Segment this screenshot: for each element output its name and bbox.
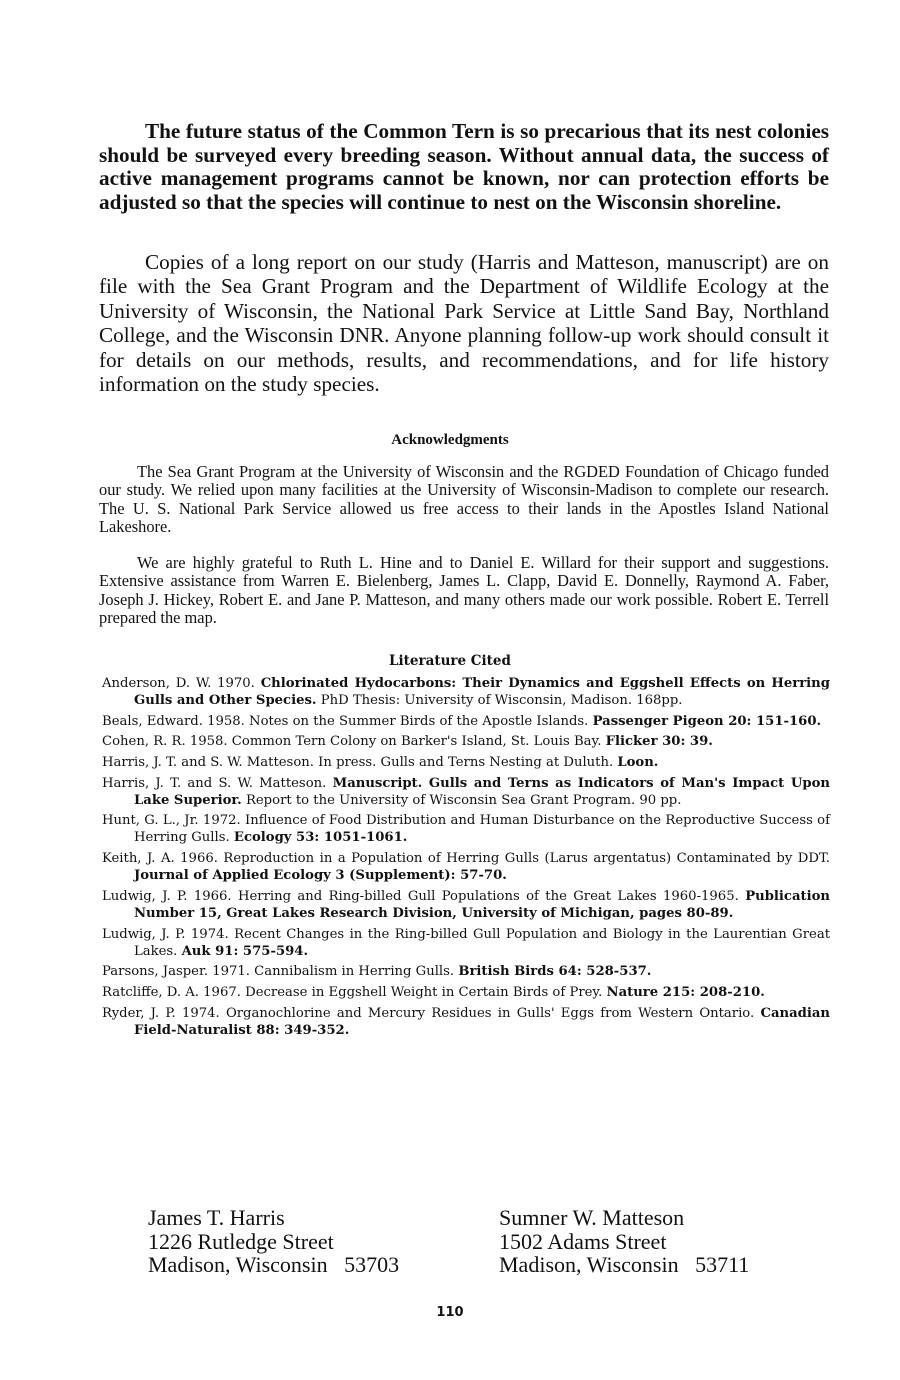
acknowledgments-paragraph-1: The Sea Grant Program at the University of Wisconsin and the RGDED Foundation of Chicago funded our study. We relied upon many facilities at the University of Wisconsin-Madison to complete our research. The U. S. National Park Service allowed us free access to their lands in the Apostles Island National Lakeshore. xyxy=(99,462,829,537)
reference-title: Chlorinated Hydocarbons: Their Dynamics and Eggshell Effects on Herring Gulls and Other Species. xyxy=(134,676,830,708)
reference-title: In press. Gulls and Terns Nesting at Duluth. xyxy=(318,755,614,771)
reference-title: Notes on the Summer Birds of the Apostle Islands. xyxy=(249,713,589,729)
reference-author: Harris, J. T. and S. W. Matteson. xyxy=(102,775,327,791)
reference-title: Manuscript. Gulls and Terns as Indicators of Man's Impact Upon Lake Superior. xyxy=(134,775,830,808)
reference-source: Flicker 30: 39. xyxy=(605,734,713,750)
reference-author: Anderson, D. W. 1970. xyxy=(102,676,255,691)
page-number: 110 xyxy=(436,1305,464,1320)
reference-item xyxy=(102,850,830,884)
reference-title: Decrease in Eggshell Weight in Certain Birds of Prey. xyxy=(245,984,603,1000)
acknowledgments-heading: Acknowledgments xyxy=(391,432,509,448)
author-street: 1502 Adams Street xyxy=(499,1228,667,1254)
reference-source: Nature 215: 208-210. xyxy=(606,984,765,1000)
reference-item xyxy=(102,984,830,1001)
author-address-harris xyxy=(148,1206,399,1277)
reference-title: Organochlorine and Mercury Residues in Gulls' Eggs from Western Ontario. xyxy=(225,1005,755,1021)
reference-item xyxy=(102,754,830,771)
reference-source: Ecology 53: 1051-1061. xyxy=(233,830,408,846)
reference-item xyxy=(102,888,830,922)
reference-source: Canadian Field-Naturalist 88: 349-352. xyxy=(134,1005,830,1038)
reference-item xyxy=(102,926,830,960)
reference-source: Journal of Applied Ecology 3 (Supplement): 57-70. xyxy=(134,868,507,884)
reference-source: British Birds 64: 528-537. xyxy=(458,964,652,980)
reference-item xyxy=(102,963,830,980)
reference-source: PhD Thesis: University of Wisconsin, Madison. 168pp. xyxy=(320,693,683,708)
reference-title: Recent Changes in the Ring-billed Gull Population and Biology in the Laurentian Great Lakes. xyxy=(134,926,830,959)
author-street: 1226 Rutledge Street xyxy=(148,1228,334,1254)
reference-author: Beals, Edward. 1958. xyxy=(102,713,245,729)
reference-author: Keith, J. A. 1966. xyxy=(102,851,218,867)
reference-author: Harris, J. T. and S. W. Matteson. xyxy=(102,755,314,771)
reference-title: Influence of Food Distribution and Human Disturbance on the Reproductive Success of Herring Gulls. xyxy=(134,813,830,846)
reference-title: Cannibalism in Herring Gulls. xyxy=(254,964,455,980)
author-address-matteson xyxy=(499,1206,749,1277)
reference-author: Cohen, R. R. 1958. xyxy=(102,734,228,750)
reference-source: Auk 91: 575-594. xyxy=(181,943,309,959)
reference-source: Report to the University of Wisconsin Sea Grant Program. 90 pp. xyxy=(245,792,682,808)
reference-list xyxy=(102,675,830,1042)
reference-item xyxy=(102,733,830,750)
author-city: Madison, Wisconsin 53703 xyxy=(148,1252,400,1277)
reference-item xyxy=(102,775,830,809)
reference-item xyxy=(102,675,830,709)
author-city: Madison, Wisconsin 53711 xyxy=(499,1252,750,1277)
reference-author: Ryder, J. P. 1974. xyxy=(102,1005,220,1021)
literature-cited-heading: Literature Cited xyxy=(389,653,511,669)
reference-author: Ludwig, J. P. 1974. xyxy=(102,926,229,942)
reference-source: Loon. xyxy=(617,755,659,771)
reference-title: Reproduction in a Population of Herring Gulls (Larus argentatus) Contaminated by DDT. xyxy=(223,851,830,867)
reference-item xyxy=(102,812,830,846)
reference-item xyxy=(102,1005,830,1039)
reference-author: Ludwig, J. P. 1966. xyxy=(102,888,232,904)
reference-source: Publication Number 15, Great Lakes Research Division, University of Michigan, pages 80-89. xyxy=(134,888,830,921)
author-name: Sumner W. Matteson xyxy=(499,1205,685,1230)
reference-author: Ratcliffe, D. A. 1967. xyxy=(102,984,241,1000)
reference-item xyxy=(102,713,830,730)
copies-paragraph: Copies of a long report on our study (Harris and Matteson, manuscript) are on file with the Sea Grant Program and the Department of Wildlife Ecology at the University of Wisconsin, the National Park Service at Little Sand Bay, Northland College, and the Wisconsin DNR. Anyone planning follow-up work should consult it for details on our methods, results, and recommendations, and for life history information on the study species. xyxy=(99,250,829,397)
reference-title: Herring and Ring-billed Gull Populations of the Great Lakes 1960-1965. xyxy=(237,888,739,904)
reference-author: Hunt, G. L., Jr. 1972. xyxy=(102,813,241,829)
acknowledgments-paragraph-2: We are highly grateful to Ruth L. Hine and to Daniel E. Willard for their support and suggestions. Extensive assistance from Warren E. Bielenberg, James L. Clapp, David E. Donnelly, Raymond A. Faber, Joseph J. Hickey, Robert E. and Jane P. Matteson, and many others made our work possible. Robert E. Terrell prepared the map. xyxy=(99,553,829,628)
reference-source: Passenger Pigeon 20: 151-160. xyxy=(592,713,822,729)
reference-author: Parsons, Jasper. 1971. xyxy=(102,964,250,980)
lead-paragraph: The future status of the Common Tern is so precarious that its nest colonies should be surveyed every breeding season. Without annual data, the success of active management programs cannot be known, nor can protection efforts be adjusted so that the species will continue to nest on the Wisconsin shoreline. xyxy=(99,119,829,214)
reference-title: Common Tern Colony on Barker's Island, St. Louis Bay. xyxy=(231,734,602,750)
author-name: James T. Harris xyxy=(148,1205,285,1230)
